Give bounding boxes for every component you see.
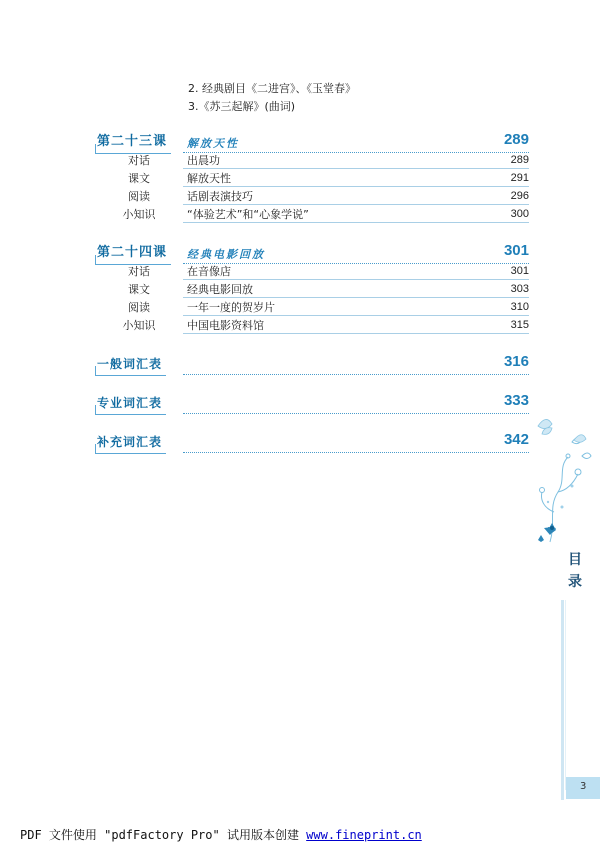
glossary-page: 316 (503, 353, 529, 370)
entry-title: 话剧表演技巧 (187, 190, 253, 203)
lesson-number: 第二十四课 (97, 245, 168, 260)
page-number: 3 (580, 781, 587, 792)
entry-page: 291 (510, 172, 529, 184)
entry-rule (183, 186, 529, 187)
lesson-24-header[interactable] (97, 244, 529, 264)
entry-title: 一年一度的贺岁片 (187, 301, 275, 314)
toc-entry[interactable] (97, 170, 529, 187)
glossary-page: 333 (503, 392, 529, 409)
entry-rule (183, 315, 529, 316)
toc-entry[interactable] (97, 299, 529, 316)
floral-butterfly-decoration (528, 412, 600, 552)
entry-page: 300 (510, 208, 529, 220)
entry-title: 在音像店 (187, 265, 231, 278)
lesson-page: 301 (503, 242, 529, 259)
lesson-23-header[interactable] (97, 133, 529, 153)
lesson-page: 289 (503, 131, 529, 148)
toc-entry[interactable] (97, 263, 529, 280)
entry-category: 阅读 (128, 190, 150, 203)
entry-rule (183, 222, 529, 223)
entry-title: 解放天性 (187, 172, 231, 185)
dotted-leader (183, 374, 529, 375)
toc-entry[interactable] (97, 152, 529, 169)
side-bar-stripe (561, 600, 564, 800)
entry-rule (183, 279, 529, 280)
entry-rule (183, 297, 529, 298)
entry-category: 课文 (128, 172, 150, 185)
glossary-professional[interactable] (97, 394, 529, 416)
entry-page: 289 (510, 154, 529, 166)
footer-note (20, 826, 422, 843)
glossary-label: 一般词汇表 (97, 357, 163, 371)
entry-title: 出晨功 (187, 154, 220, 167)
entry-rule (183, 168, 529, 169)
entry-page: 315 (510, 319, 529, 331)
toc-entry[interactable] (97, 206, 529, 223)
toc-entry[interactable] (97, 188, 529, 205)
entry-category: 对话 (128, 154, 150, 167)
entry-category: 小知识 (122, 319, 156, 332)
toc-entry[interactable] (97, 281, 529, 298)
glossary-label: 专业词汇表 (97, 396, 163, 410)
side-tab-contents[interactable] (558, 545, 600, 597)
entry-title: 经典电影回放 (187, 283, 253, 296)
entry-category: 阅读 (128, 301, 150, 314)
entry-page: 301 (510, 265, 529, 277)
intro-line-2: 3.《苏三起解》(曲词) (188, 100, 296, 113)
lesson-title: 经典电影回放 (187, 248, 265, 261)
entry-page: 296 (510, 190, 529, 202)
entry-category: 对话 (128, 265, 150, 278)
lesson-title: 解放天性 (187, 137, 239, 150)
glossary-label: 补充词汇表 (97, 435, 163, 449)
footer-text: PDF 文件使用 "pdfFactory Pro" 试用版本创建 (20, 828, 307, 842)
footer-link[interactable]: www.fineprint.cn (306, 828, 422, 842)
lesson-number: 第二十三课 (97, 134, 168, 149)
entry-category: 小知识 (122, 208, 156, 221)
glossary-supplementary[interactable] (97, 433, 529, 455)
entry-page: 310 (510, 301, 529, 313)
side-bar-stripe-thin (565, 600, 566, 790)
glossary-general[interactable] (97, 355, 529, 377)
toc-entry[interactable] (97, 317, 529, 334)
glossary-page: 342 (503, 431, 529, 448)
entry-title: “体验艺术”和“心象学说” (187, 208, 309, 221)
entry-page: 303 (510, 283, 529, 295)
dotted-leader (183, 452, 529, 453)
entry-title: 中国电影资料馆 (187, 319, 264, 332)
entry-rule (183, 333, 529, 334)
side-tab-label: 目录 (568, 552, 582, 590)
entry-rule (183, 204, 529, 205)
dotted-leader (183, 413, 529, 414)
intro-line-1: 2. 经典剧目《二进宫》、《玉堂春》 (188, 82, 356, 95)
entry-category: 课文 (128, 283, 150, 296)
